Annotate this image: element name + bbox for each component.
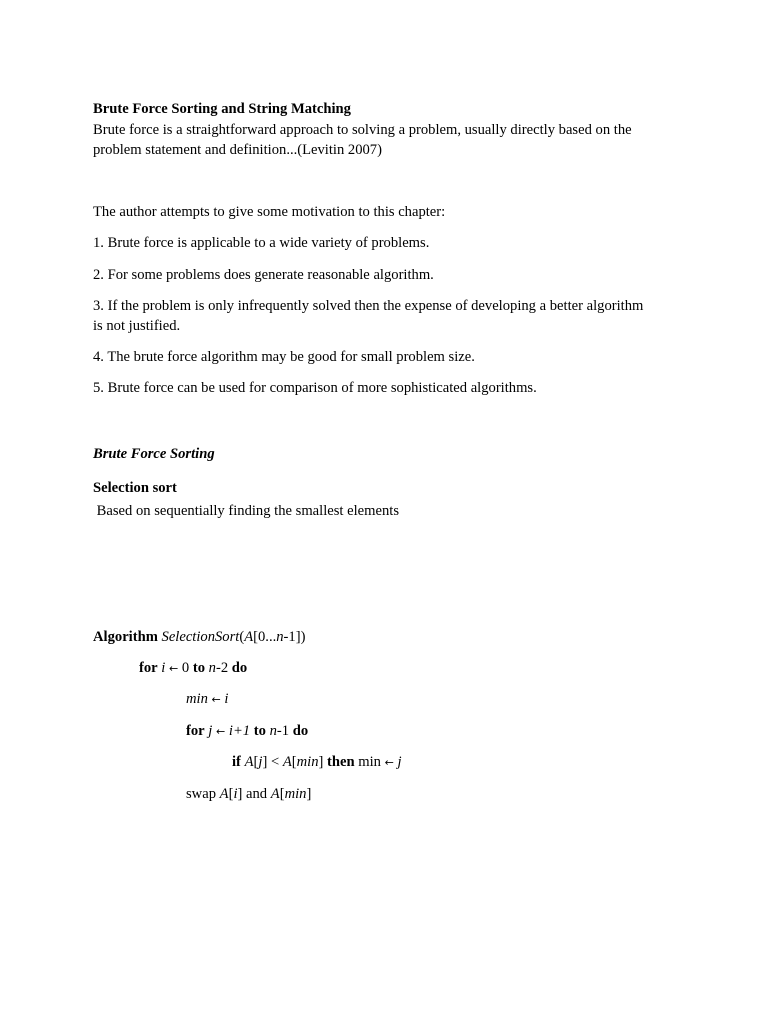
subsection-title: Selection sort [93, 480, 177, 496]
intro-paragraph: Brute force is a straightforward approach to solving a problem, usually directly based on the problem statement and definition...(Levitin 2007) [93, 122, 632, 158]
section-title: Brute Force Sorting [93, 446, 215, 462]
algorithm-inner-loop: for j ← i+1 to n-1 do [186, 723, 309, 739]
list-item: 2. For some problems does generate reasonable algorithm. [93, 267, 434, 283]
algorithm-outer-loop: for i ← 0 to n-2 do [139, 660, 248, 676]
document-heading: Brute Force Sorting and String Matching [93, 101, 351, 117]
list-item: 3. If the problem is only infrequently solved then the expense of developing a better algorithm is not justified. [93, 298, 644, 334]
algorithm-min-init: min ← i [186, 691, 229, 707]
motivation-lead: The author attempts to give some motivation to this chapter: [93, 204, 446, 220]
algorithm-swap: swap A[i] and A[min] [186, 786, 312, 802]
list-item: 4. The brute force algorithm may be good for small problem size. [93, 349, 475, 365]
list-item: 5. Brute force can be used for comparison of more sophisticated algorithms. [93, 380, 537, 396]
list-item: 1. Brute force is applicable to a wide variety of problems. [93, 235, 430, 251]
algorithm-compare: if A[j] < A[min] then min ← j [232, 754, 402, 770]
subsection-description: Based on sequentially finding the smallest elements [93, 503, 399, 519]
algorithm-signature: Algorithm SelectionSort(A[0...n-1]) [93, 629, 306, 645]
